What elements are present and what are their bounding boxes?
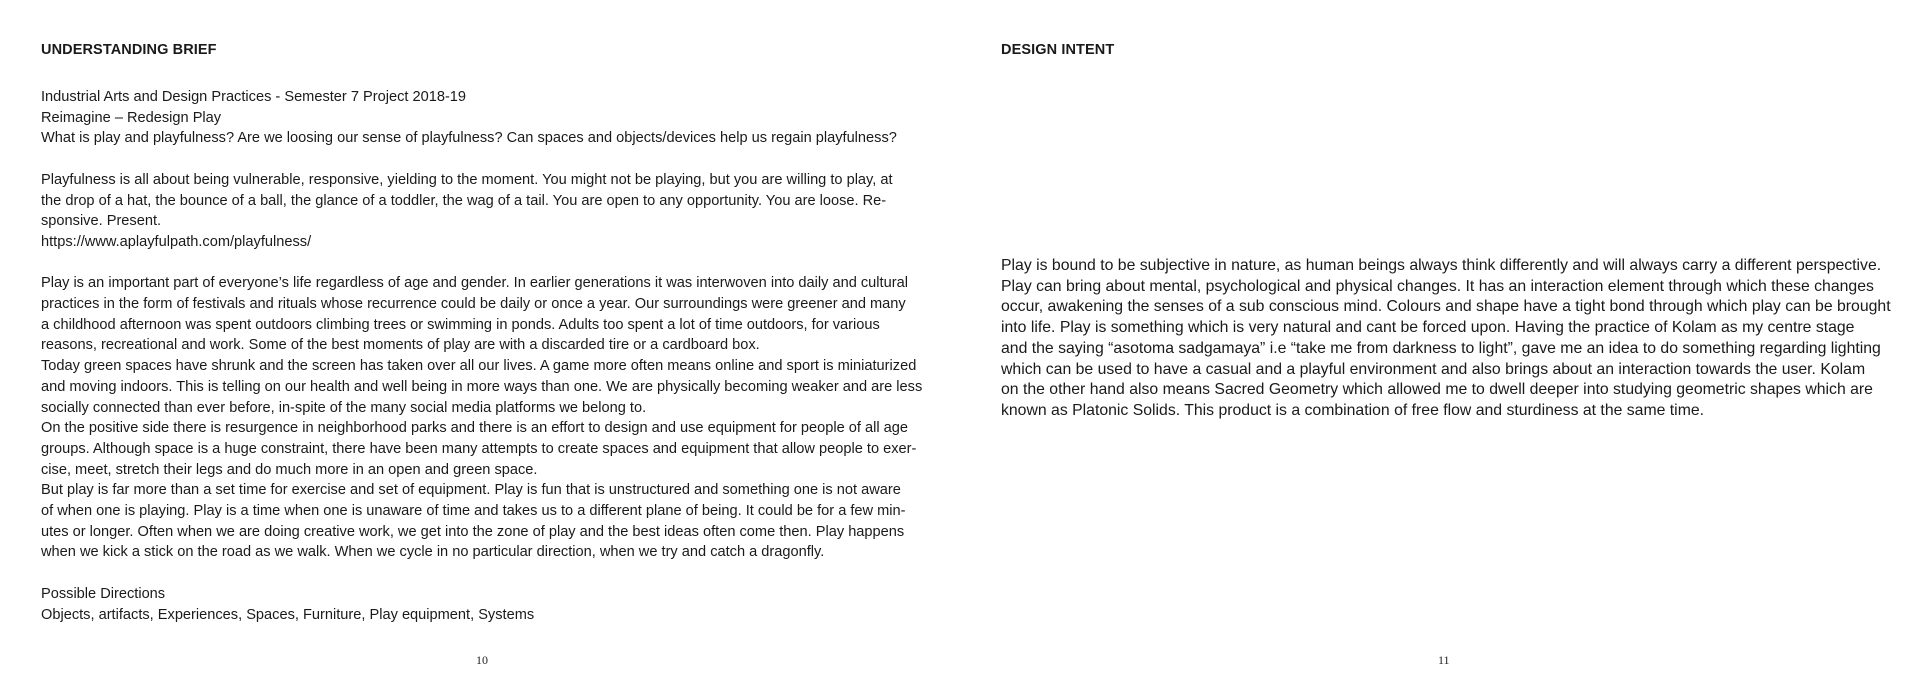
paragraph-gap [41,253,931,274]
text-line: Play is bound to be subjective in nature, as human beings always think differently and will always carry a different perspective. [1001,257,1882,274]
text-line: utes or longer. Often when we are doing creative work, we get into the zone of play and the best ideas often come then. Play happens [41,523,905,540]
understanding-brief-heading: UNDERSTANDING BRIEF [41,42,217,58]
text-line: Play can bring about mental, psychological and physical changes. It has an interaction element through which these changes [1001,277,1874,295]
text-line: when we kick a stick on the road as we walk. When we cycle in no particular direction, when we try and catch a dragonfly. [41,544,825,561]
design-intent-heading: DESIGN INTENT [1001,42,1115,58]
design-intent-body [1001,256,1891,422]
understanding-brief-body [41,87,931,625]
text-line: But play is far more than a set time for exercise and set of equipment. Play is fun that is unstructured and something one is not aware [41,482,901,499]
text-line: sponsive. Present. [41,213,162,230]
right-page [960,0,1920,679]
text-line: On the positive side there is resurgence in neighborhood parks and there is an effort to design and use equipment for people of all age [41,420,909,437]
text-line: Playfulness is all about being vulnerable, responsive, yielding to the moment. You might not be playing, but you are willing to play, at [41,171,893,188]
text-line: https://www.aplayfulpath.com/playfulness/ [41,233,312,250]
text-line: a childhood afternoon was spent outdoors climbing trees or swimming in ponds. Adults too spent a lot of time outdoors, for various [41,316,880,333]
text-line: cise, meet, stretch their legs and do much more in an open and green space. [41,461,538,478]
text-line: socially connected than ever before, in-spite of the many social media platforms we belong to. [41,399,647,416]
text-line: Reimagine – Redesign Play [41,109,222,126]
text-line: What is play and playfulness? Are we loosing our sense of playfulness? Can spaces and objects/devices help us regain playfulness? [41,130,897,147]
text-line: occur, awakening the senses of a sub conscious mind. Colours and shape have a tight bond through which play can be brought [1001,298,1891,316]
text-line: which can be used to have a casual and a playful environment and also brings about an interaction towards the user. Kolam [1001,360,1866,378]
paragraph-gap [41,149,931,170]
text-line: and moving indoors. This is telling on our health and well being in more ways than one. We are physically becoming weaker and are less [41,378,923,395]
text-line: known as Platonic Solids. This product is a combination of free flow and sturdiness at the same time. [1001,401,1705,419]
text-line: Industrial Arts and Design Practices - Semester 7 Project 2018-19 [41,89,467,105]
text-line: Possible Directions [41,585,166,602]
text-line: groups. Although space is a huge constraint, there have been many attempts to create spaces and equipment that allow people to exer- [41,440,917,457]
paragraph-gap [41,563,931,584]
text-line: Today green spaces have shrunk and the screen has taken over all our lives. A game more often means online and sport is miniaturized [41,358,917,375]
text-line: Play is an important part of everyone’s life regardless of age and gender. In earlier generations it was interwoven into daily and cultural [41,275,908,292]
page-number-left: 10 [476,653,488,667]
text-line: into life. Play is something which is very natural and cant be forced upon. Having the practice of Kolam as my centre stage [1001,319,1855,337]
text-line: of when one is playing. Play is a time when one is unaware of time and takes us to a different plane of being. It could be for a few min- [41,503,906,520]
text-line: and the saying “asotoma sadgamaya” i.e “take me from darkness to light”, gave me an idea to do something regarding lighting [1001,339,1881,357]
text-line: Objects, artifacts, Experiences, Spaces, Furniture, Play equipment, Systems [41,606,535,623]
text-line: the drop of a hat, the bounce of a ball, the glance of a toddler, the wag of a tail. You are open to any opportunity. You are loose. Re- [41,192,887,209]
text-line: on the other hand also means Sacred Geometry which allowed me to dwell deeper into studying geometric shapes which are [1001,381,1873,399]
text-line: practices in the form of festivals and rituals whose recurrence could be daily or once a year. Our surroundings were greener and many [41,296,906,312]
page-number-right: 11 [1438,653,1450,667]
text-line: reasons, recreational and work. Some of the best moments of play are with a discarded tire or a cardboard box. [41,337,760,354]
